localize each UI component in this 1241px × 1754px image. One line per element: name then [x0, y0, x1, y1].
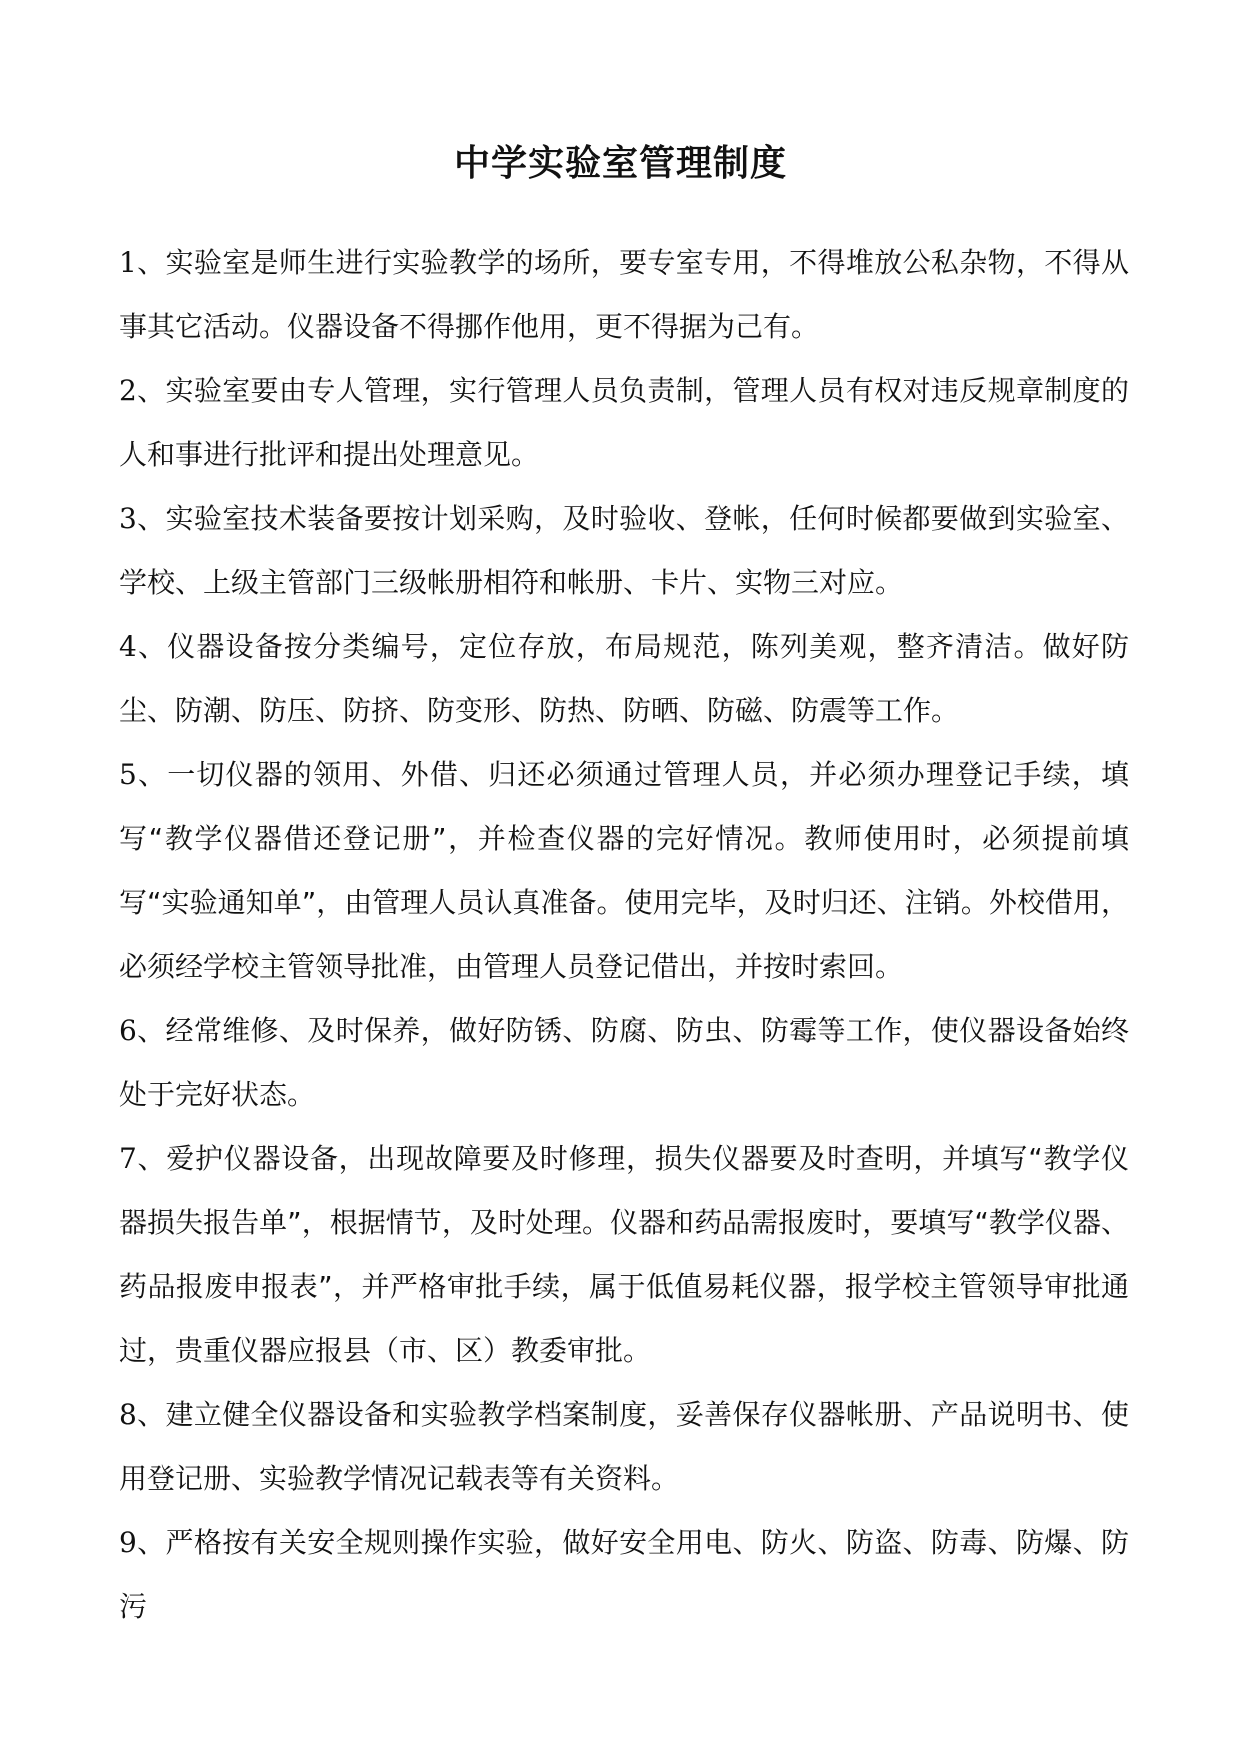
rule-text: 建立健全仪器设备和实验教学档案制度，妥善保存仪器帐册、产品说明书、使用登记册、实验教学情况记载表等有关资料。 — [119, 1398, 1129, 1495]
rule-number: 9、 — [119, 1526, 166, 1559]
rule-number: 5、 — [119, 758, 168, 791]
rule-number: 8、 — [119, 1398, 166, 1431]
rule-text: 实验室要由专人管理，实行管理人员负责制，管理人员有权对违反规章制度的人和事进行批评和提出处理意见。 — [119, 374, 1129, 471]
rule-number: 2、 — [119, 374, 166, 407]
page-title: 中学实验室管理制度 — [453, 143, 787, 184]
rule-paragraph-5 — [119, 743, 1129, 999]
rule-text: 经常维修、及时保养，做好防锈、防腐、防虫、防霉等工作，使仪器设备始终处于完好状态。 — [119, 1014, 1129, 1111]
rule-paragraph-3 — [119, 487, 1129, 615]
document-body — [119, 231, 1129, 1639]
rule-number: 6、 — [119, 1014, 166, 1047]
rule-text: 仪器设备按分类编号，定位存放，布局规范，陈列美观，整齐清洁。做好防尘、防潮、防压、防挤、防变形、防热、防晒、防磁、防震等工作。 — [119, 630, 1129, 727]
rule-paragraph-9 — [119, 1511, 1129, 1639]
rule-number: 1、 — [119, 246, 166, 279]
rule-text: 爱护仪器设备，出现故障要及时修理，损失仪器要及时查明，并填写“教学仪器损失报告单”，根据情节，及时处理。仪器和药品需报废时，要填写“教学仪器、药品报废申报表”，并严格审批手续，属于低值易耗仪器，报学校主管领导审批通过，贵重仪器应报县（市、区）教委审批。 — [119, 1142, 1129, 1367]
rule-paragraph-8 — [119, 1383, 1129, 1511]
rule-paragraph-4 — [119, 615, 1129, 743]
rule-paragraph-7 — [119, 1127, 1129, 1383]
rule-text: 实验室技术装备要按计划采购，及时验收、登帐，任何时候都要做到实验室、学校、上级主管部门三级帐册相符和帐册、卡片、实物三对应。 — [119, 502, 1129, 599]
rule-number: 4、 — [119, 630, 168, 663]
rule-text: 实验室是师生进行实验教学的场所，要专室专用，不得堆放公私杂物，不得从事其它活动。仪器设备不得挪作他用，更不得据为己有。 — [119, 246, 1129, 343]
rule-number: 7、 — [119, 1142, 167, 1175]
rule-text: 一切仪器的领用、外借、归还必须通过管理人员，并必须办理登记手续，填写“教学仪器借还登记册”，并检查仪器的完好情况。教师使用时，必须提前填写“实验通知单”，由管理人员认真准备。使用完毕，及时归还、注销。外校借用，必须经学校主管领导批准，由管理人员登记借出，并按时索回。 — [119, 758, 1129, 983]
rule-paragraph-1 — [119, 231, 1129, 359]
rule-text: 严格按有关安全规则操作实验，做好安全用电、防火、防盗、防毒、防爆、防污 — [119, 1526, 1129, 1623]
rule-paragraph-6 — [119, 999, 1129, 1127]
rule-number: 3、 — [119, 502, 166, 535]
rule-paragraph-2 — [119, 359, 1129, 487]
